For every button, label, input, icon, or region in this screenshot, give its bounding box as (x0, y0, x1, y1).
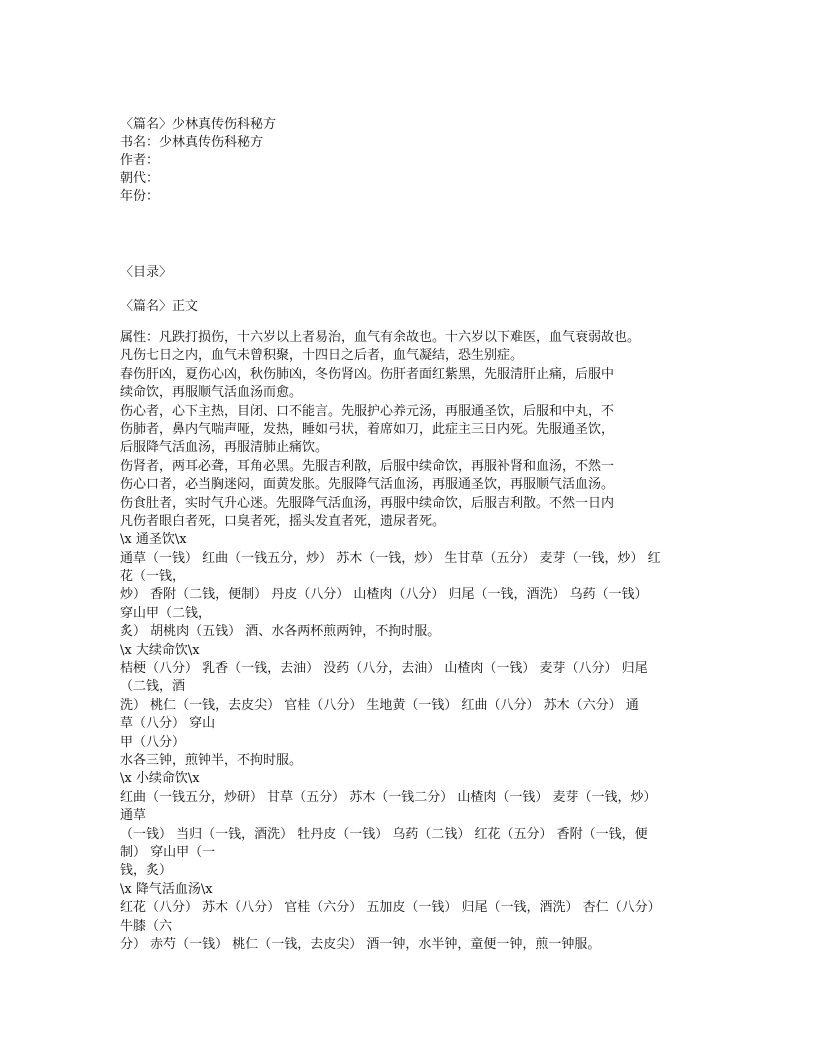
header-line: 作者： (120, 153, 160, 168)
text-line: 分） 赤芍（一钱） 桃仁（一钱，去皮尖） 酒一钟，水半钟，童便一钟，煎一钟服。 (120, 936, 601, 952)
text-line: 凡伤七日之内，血气未曾积聚，十四日之后者，血气凝结，恐生别症。 (120, 348, 524, 364)
header-line: 朝代： (120, 171, 160, 186)
text-line: 通草（一钱） 红曲（一钱五分，炒） 苏木（一钱，炒） 生甘草（五分） 麦芽（一钱，炒） 红 (120, 550, 661, 566)
section-title: 〈篇名〉正文 (120, 299, 199, 314)
text-line: 炙） 胡桃肉（五钱） 酒、水各两杯煎两钟，不拘时服。 (120, 624, 441, 640)
document-header (120, 116, 276, 206)
text-line: 甲（八分） (120, 734, 186, 750)
text-line: \x 降气活血汤\x (120, 881, 213, 897)
text-line: 红花（八分） 苏木（八分） 官桂（六分） 五加皮（一钱） 归尾（一钱，酒洗） 杏仁（八分） (120, 900, 661, 916)
text-line: 伤肺者，鼻内气喘声哑，发热，睡如弓状，着席如刀，此症主三日内死。先服通圣饮， (120, 421, 615, 437)
text-line: 穿山甲（二钱， (120, 605, 212, 621)
header-line: 〈篇名〉少林真传伤科秘方 (120, 117, 277, 132)
text-line: 伤食肚者，实时气升心迷。先服降气活血汤，再服中续命饮，后服吉利散。不然一日内 (120, 495, 615, 511)
text-line: 续命饮，再服顺气活血汤而愈。 (120, 385, 303, 401)
text-line: 通草 (120, 808, 147, 824)
text-line: 后服降气活血汤，再服清肺止痛饮。 (120, 440, 329, 456)
text-line: 属性：凡跌打损伤，十六岁以上者易治，血气有余故也。十六岁以下难医，血气衰弱故也。 (120, 330, 641, 345)
text-line: 草（八分） 穿山 (120, 716, 216, 732)
text-line: 伤心口者，必当胸迷闷，面黄发胀。先服降气活血汤，再服通圣饮，再服顺气活血汤。 (120, 477, 615, 493)
text-line: \x 通圣饮\x (120, 532, 187, 548)
text-line: 伤肾者，两耳必聋，耳角必黑。先服吉利散，后服中续命饮，再服补肾和血汤，不然一 (120, 458, 615, 474)
text-line: （二钱，酒 (120, 679, 186, 695)
header-line: 书名：少林真传伤科秘方 (120, 135, 264, 150)
text-line: \x 大续命饮\x (120, 642, 200, 658)
text-line: 桔梗（八分） 乳香（一钱，去油） 没药（八分，去油） 山楂肉（一钱） 麦芽（八分） 归尾 (120, 661, 648, 677)
text-line: 花（一钱， (120, 569, 186, 585)
text-line: （一钱） 当归（一钱，酒洗） 牡丹皮（一钱） 乌药（二钱） 红花（五分） 香附（一钱，便 (120, 826, 648, 842)
text-line: 钱，炙） (120, 863, 173, 879)
text-line: 炒） 香附（二钱，便制） 丹皮（八分） 山楂肉（八分） 归尾（一钱，酒洗） 乌药（一钱） (120, 587, 648, 603)
text-line: 凡伤者眼白者死，口臭者死，摇头发直者死，遗尿者死。 (120, 513, 446, 529)
header-line: 年份： (120, 189, 160, 204)
toc-label: 〈目录〉 (120, 265, 173, 280)
document-body (120, 329, 661, 954)
text-line: 伤心者，心下主热，目闭、口不能言。先服护心养元汤，再服通圣饮，后服和中丸，不 (120, 403, 615, 419)
text-line: 春伤肝凶，夏伤心凶，秋伤肺凶，冬伤肾凶。伤肝者面红紫黑，先服清肝止痛，后服中 (120, 366, 615, 382)
text-line: 制） 穿山甲（一 (120, 844, 216, 860)
text-line: 红曲（一钱五分，炒研） 甘草（五分） 苏木（一钱二分） 山楂肉（一钱） 麦芽（一钱，炒） (120, 789, 657, 805)
text-line: 洗） 桃仁（一钱，去皮尖） 官桂（八分） 生地黄（一钱） 红曲（八分） 苏木（六分） 通 (120, 697, 639, 713)
text-line: 牛膝（六 (120, 918, 173, 934)
text-line: \x 小续命饮\x (120, 771, 200, 787)
text-line: 水各三钟，煎钟半，不拘时服。 (120, 752, 303, 768)
